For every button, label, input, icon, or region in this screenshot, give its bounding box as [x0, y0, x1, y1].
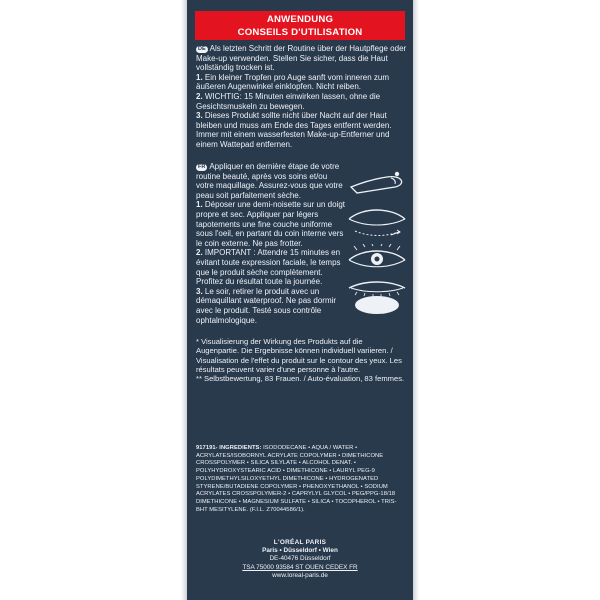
de-step-number: 2. [196, 91, 203, 101]
banner-title-fr: CONSEILS D'UTILISATION [237, 26, 363, 38]
eye-remove-icon [347, 278, 407, 316]
usage-banner [195, 11, 405, 40]
fr-step-3: Le soir, retirer le produit avec un démaquillant waterproof. Ne pas dormir avec le produit. Testé sous contrôle ophtalmologique. [196, 286, 337, 325]
fr-step-number: 3. [196, 286, 203, 296]
fr-intro: Appliquer en dernière étape de votre routine beauté, après vos soins et/ou votre maquillage. Assurez-vous que votre peau soit parfaitement sèche. [196, 162, 343, 200]
de-language-badge: DE [198, 46, 206, 52]
ingredients-heading: 917191- INGREDIENTS: [196, 445, 262, 451]
fr-step-2: IMPORTANT : Attendre 15 minutes en évitant toute expression faciale, le temps que le produit sèche complètement. Profitez du résultat toute la journée. [196, 248, 341, 287]
fr-step-number: 1. [196, 200, 203, 210]
ingredients-text: ISODODECANE • AQUA / WATER • ACRYLATES/ISOBORNYL ACRYLATE COPOLYMER • DIMETHICONE CROSSPOLYMER • SILICA SILYLATE • ALCOHOL DENAT. • POLYHYDROXYSTEARIC ACID • DIMETHICONE • LAURYL PEG-9 POLYDIMETHYLSILOXYETHYL DIMETHICONE • HYDROGENATED STYRENE/BUTADIENE COPOLYMER • PHENOXYETHANOL • SODIUM ACRYLATES CROSSPOLYMER-2 • CAPRYLYL GLYCOL • PEG/PPG-18/18 DIMETHICONE • MAGNESIUM SULFATE • SILICA • TOCOPHEROL • TRIS-BHT MESITYLENE. (F.I.L. Z70044586/1). [196, 445, 397, 513]
french-instructions [196, 162, 346, 325]
website-url: www.loreal-paris.de [272, 571, 328, 579]
manufacturer-address [187, 539, 413, 580]
fr-step-number: 2. [196, 248, 203, 258]
finger-drop-icon [347, 165, 407, 199]
brand-name: L'ORÉAL PARIS [273, 539, 327, 546]
de-step-1: Ein kleiner Tropfen pro Auge sanft vom inneren zum äußeren Augenwinkel einklopfen. Nicht reiben. [196, 72, 390, 92]
german-instructions [196, 44, 408, 150]
footnote-self-assessment: ** Selbstbewertung, 83 Frauen. / Auto-évaluation, 83 femmes. [196, 374, 405, 384]
fr-language-badge: FR [198, 164, 206, 170]
de-intro: Als letzten Schritt der Routine über der Hautpflege oder Make-up verwenden. Stellen Sie sicher, dass die Haut vollständig trocken ist. [196, 44, 407, 73]
de-step-2: WICHTIG: 15 Minuten einwirken lassen, ohne die Gesichtsmuskeln zu bewegen. [196, 91, 381, 111]
ingredients-list [196, 445, 408, 514]
french-address: TSA 75000 93584 ST OUEN CEDEX FR [242, 563, 358, 571]
footnote-visualisation: * Visualisierung der Wirkung des Produkts auf die Augenpartie. Die Ergebnisse können individuell variieren. / Visualisation de l'effet du produit sur le contour des yeux. Les résultats peuvent varier d'une personne à l'autre. [196, 337, 402, 374]
footnotes [196, 337, 406, 383]
carton-right-edge [413, 0, 419, 600]
banner-title-de: ANWENDUNG [266, 13, 334, 25]
german-address: DE-40476 Düsseldorf [269, 555, 331, 563]
fr-step-1: Déposer une demi-noisette sur un doigt propre et sec. Appliquer par légers tapotements une fine couche uniforme sous l'oeil, en partant du coin interne vers le coin externe. Ne pas frotter. [196, 200, 345, 248]
brand-cities: Paris • Düsseldorf • Wien [262, 547, 338, 555]
carton-side-panel [187, 0, 413, 600]
eye-wait-icon [347, 244, 407, 278]
eye-apply-icon [347, 205, 407, 241]
de-step-number: 3. [196, 111, 203, 121]
de-step-number: 1. [196, 72, 203, 82]
de-step-3: Dieses Produkt sollte nicht über Nacht auf der Haut bleiben und muss am Ende des Tages entfernt werden. Immer mit einem wasserfesten Make-up-Entferner und einem Wattepad entfernen. [196, 111, 392, 149]
